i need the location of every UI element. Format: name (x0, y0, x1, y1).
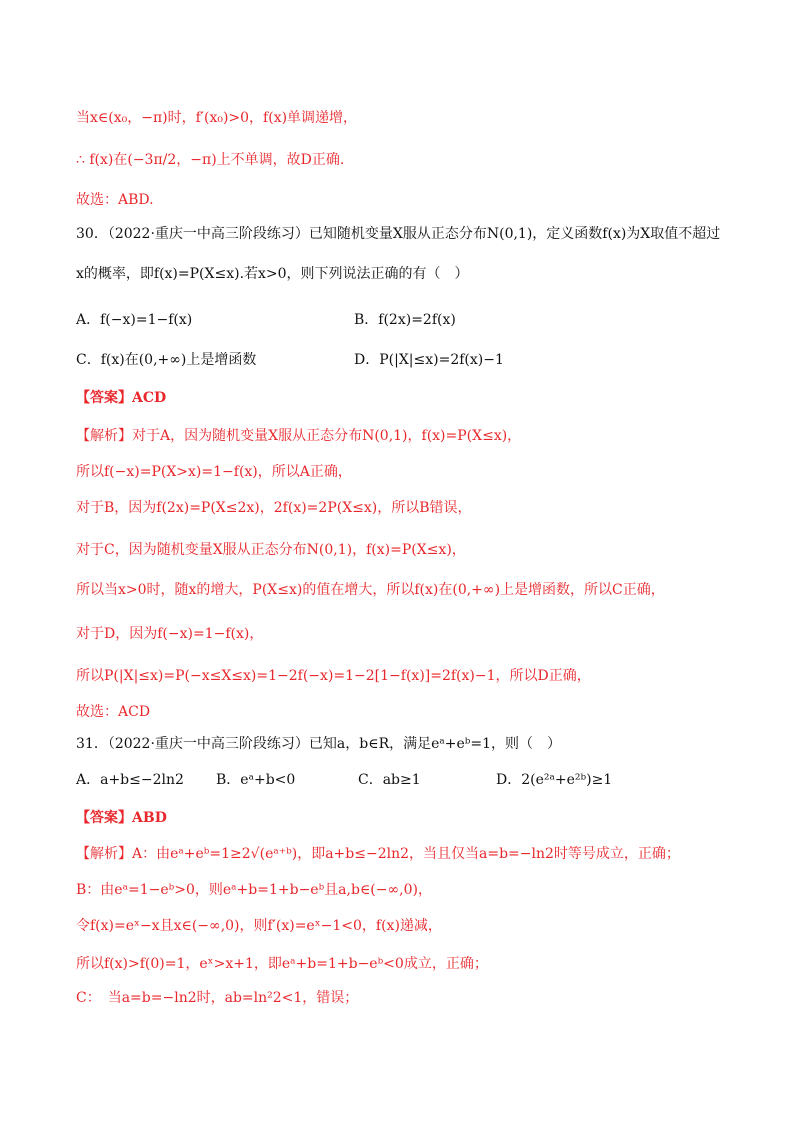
q30-option-a: A．f(−x)=1−f(x) (76, 312, 193, 328)
q30-stem-line-1: 30．（2022·重庆一中高三阶段练习）已知随机变量X服从正态分布N(0,1)，定义函数f(x)为X取值不超过 (76, 226, 721, 242)
q30-solution-line-8: 故选：ACD (76, 704, 151, 720)
q30-solution-line-4: 对于C，因为随机变量X服从正态分布N(0,1)，f(x)=P(X≤x)， (76, 542, 466, 558)
q30-solution-line-5: 所以当x>0时，随x的增大，P(X≤x)的值在增大，所以f(x)在(0,+∞)上是增函数，所以C正确， (76, 582, 665, 598)
q31-answer: 【答案】ABD (76, 810, 167, 826)
q31-stem: 31．（2022·重庆一中高三阶段练习）已知a，b∈R，满足eᵃ+eᵇ=1，则（ ） (76, 736, 562, 752)
q31-solution-line-4: 所以f(x)>f(0)=1，eˣ>x+1，即eᵃ+b=1+b−eᵇ<0成立，正确； (76, 956, 488, 972)
q31-solution-line-2: B：由eᵃ=1−eᵇ>0，则eᵃ+b=1+b−eᵇ且a,b∈(−∞,0)， (76, 882, 432, 898)
q30-solution-line-2: 所以f(−x)=P(X>x)=1−f(x)，所以A正确， (76, 464, 352, 480)
q30-option-c: C．f(x)在(0,+∞)上是增函数 (76, 352, 257, 368)
q30-solution-line-7: 所以P(|X|≤x)=P(−x≤X≤x)=1−2f(−x)=1−2[1−f(x)]=2f(x)−1，所以D正确， (76, 668, 591, 684)
q31-solution-line-3: 令f(x)=eˣ−x且x∈(−∞,0)，则f′(x)=eˣ−1<0，f(x)递减， (76, 918, 442, 934)
q30-answer: 【答案】ACD (76, 390, 167, 406)
q30-option-b: B．f(2x)=2f(x) (354, 312, 456, 328)
q31-option-b: B．eᵃ+b<0 (216, 772, 296, 788)
top-line-1: 当x∈(x₀，−π)时，f′(x₀)>0，f(x)单调递增， (76, 110, 358, 126)
q31-option-a: A．a+b≤−2ln2 (76, 772, 184, 788)
q30-solution-line-3: 对于B，因为f(2x)=P(X≤2x)，2f(x)=2P(X≤x)，所以B错误， (76, 500, 472, 516)
q30-stem-line-2: x的概率，即f(x)=P(X≤x).若x>0，则下列说法正确的有（ ） (76, 266, 469, 282)
q31-solution-line-1: 【解析】A：由eᵃ+eᵇ=1≥2√(eᵃ⁺ᵇ)，即a+b≤−2ln2，当且仅当a=b=−ln2时等号成立，正确； (76, 846, 680, 862)
q31-solution-line-5: C： 当a=b=−ln2时，ab=ln²2<1，错误； (76, 990, 359, 1006)
q31-option-d: D．2(e²ᵃ+e²ᵇ)≥1 (496, 772, 613, 788)
q31-option-c: C．ab≥1 (358, 772, 421, 788)
q30-option-d: D．P(|X|≤x)=2f(x)−1 (354, 352, 504, 368)
q30-solution-line-6: 对于D，因为f(−x)=1−f(x)， (76, 626, 264, 642)
top-line-2: ∴ f(x)在(−3π/2，−π)上不单调，故D正确. (76, 152, 345, 168)
q30-solution-line-1: 【解析】对于A，因为随机变量X服从正态分布N(0,1)，f(x)=P(X≤x)， (76, 428, 522, 444)
top-line-3: 故选：ABD. (76, 192, 154, 208)
